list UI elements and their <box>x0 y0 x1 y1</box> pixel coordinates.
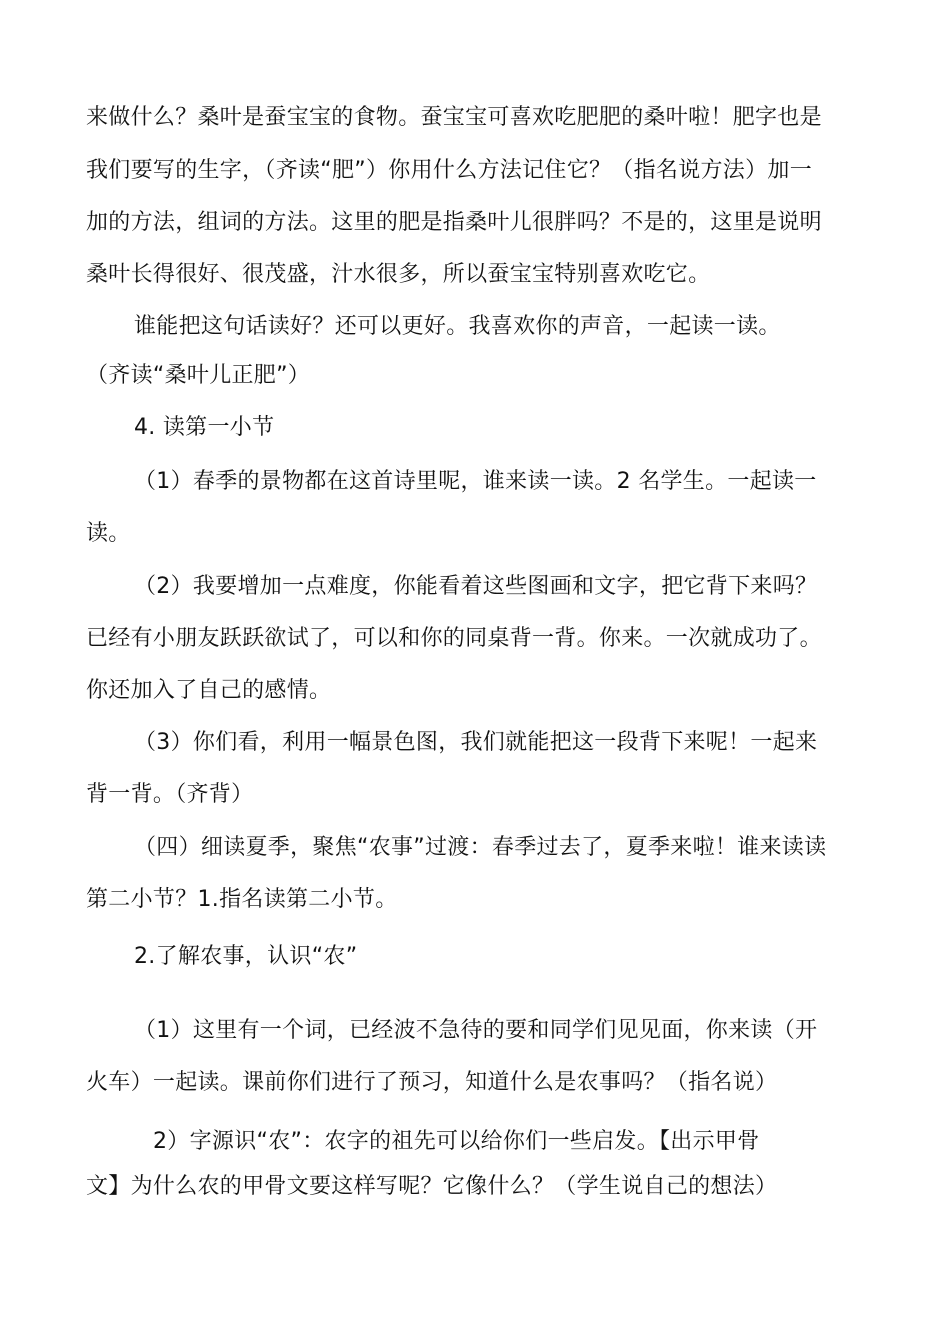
text-line: 背一背。（齐背） <box>86 782 254 807</box>
text-line: 2）字源识“农”：农字的祖先可以给你们一些启发。【出示甲骨 <box>153 1129 760 1154</box>
text-line: 来做什么？桑叶是蚕宝宝的食物。蚕宝宝可喜欢吃肥肥的桑叶啦！肥字也是 <box>86 105 822 130</box>
text-line: （1）这里有一个词，已经波不急待的要和同学们见见面，你来读（开 <box>134 1018 818 1043</box>
text-line: （3）你们看，利用一幅景色图，我们就能把这一段背下来呢！一起来 <box>134 730 818 755</box>
text-line: （1）春季的景物都在这首诗里呢，谁来读一读。2 名学生。一起读一 <box>134 469 817 494</box>
text-line: （2）我要增加一点难度，你能看着这些图画和文字，把它背下来吗？ <box>134 574 818 599</box>
text-line: （四）细读夏季，聚焦“农事”过渡：春季过去了，夏季来啦！谁来读读 <box>134 835 827 860</box>
text-line: 4. 读第一小节 <box>134 415 275 440</box>
text-line: 谁能把这句话读好？还可以更好。我喜欢你的声音，一起读一读。 <box>134 314 781 339</box>
text-line: 我们要写的生字，（齐读“肥”）你用什么方法记住它？（指名说方法）加一 <box>86 158 812 183</box>
text-line: 加的方法，组词的方法。这里的肥是指桑叶儿很胖吗？不是的，这里是说明 <box>86 210 822 235</box>
text-line: 已经有小朋友跃跃欲试了，可以和你的同桌背一背。你来。一次就成功了。 <box>86 626 822 651</box>
text-line: 第二小节？1.指名读第二小节。 <box>86 887 398 912</box>
text-line: 你还加入了自己的感情。 <box>86 678 332 703</box>
text-line: （齐读“桑叶儿正肥”） <box>86 363 311 388</box>
text-line: 读。 <box>86 521 131 546</box>
text-line: 文】为什么农的甲骨文要这样写呢？它像什么？（学生说自己的想法） <box>86 1174 778 1199</box>
text-line: 2.了解农事，认识“农” <box>134 944 358 969</box>
text-line: 桑叶长得很好、很茂盛，汁水很多，所以蚕宝宝特别喜欢吃它。 <box>86 262 711 287</box>
text-line: 火车）一起读。课前你们进行了预习，知道什么是农事吗？（指名说） <box>86 1070 778 1095</box>
